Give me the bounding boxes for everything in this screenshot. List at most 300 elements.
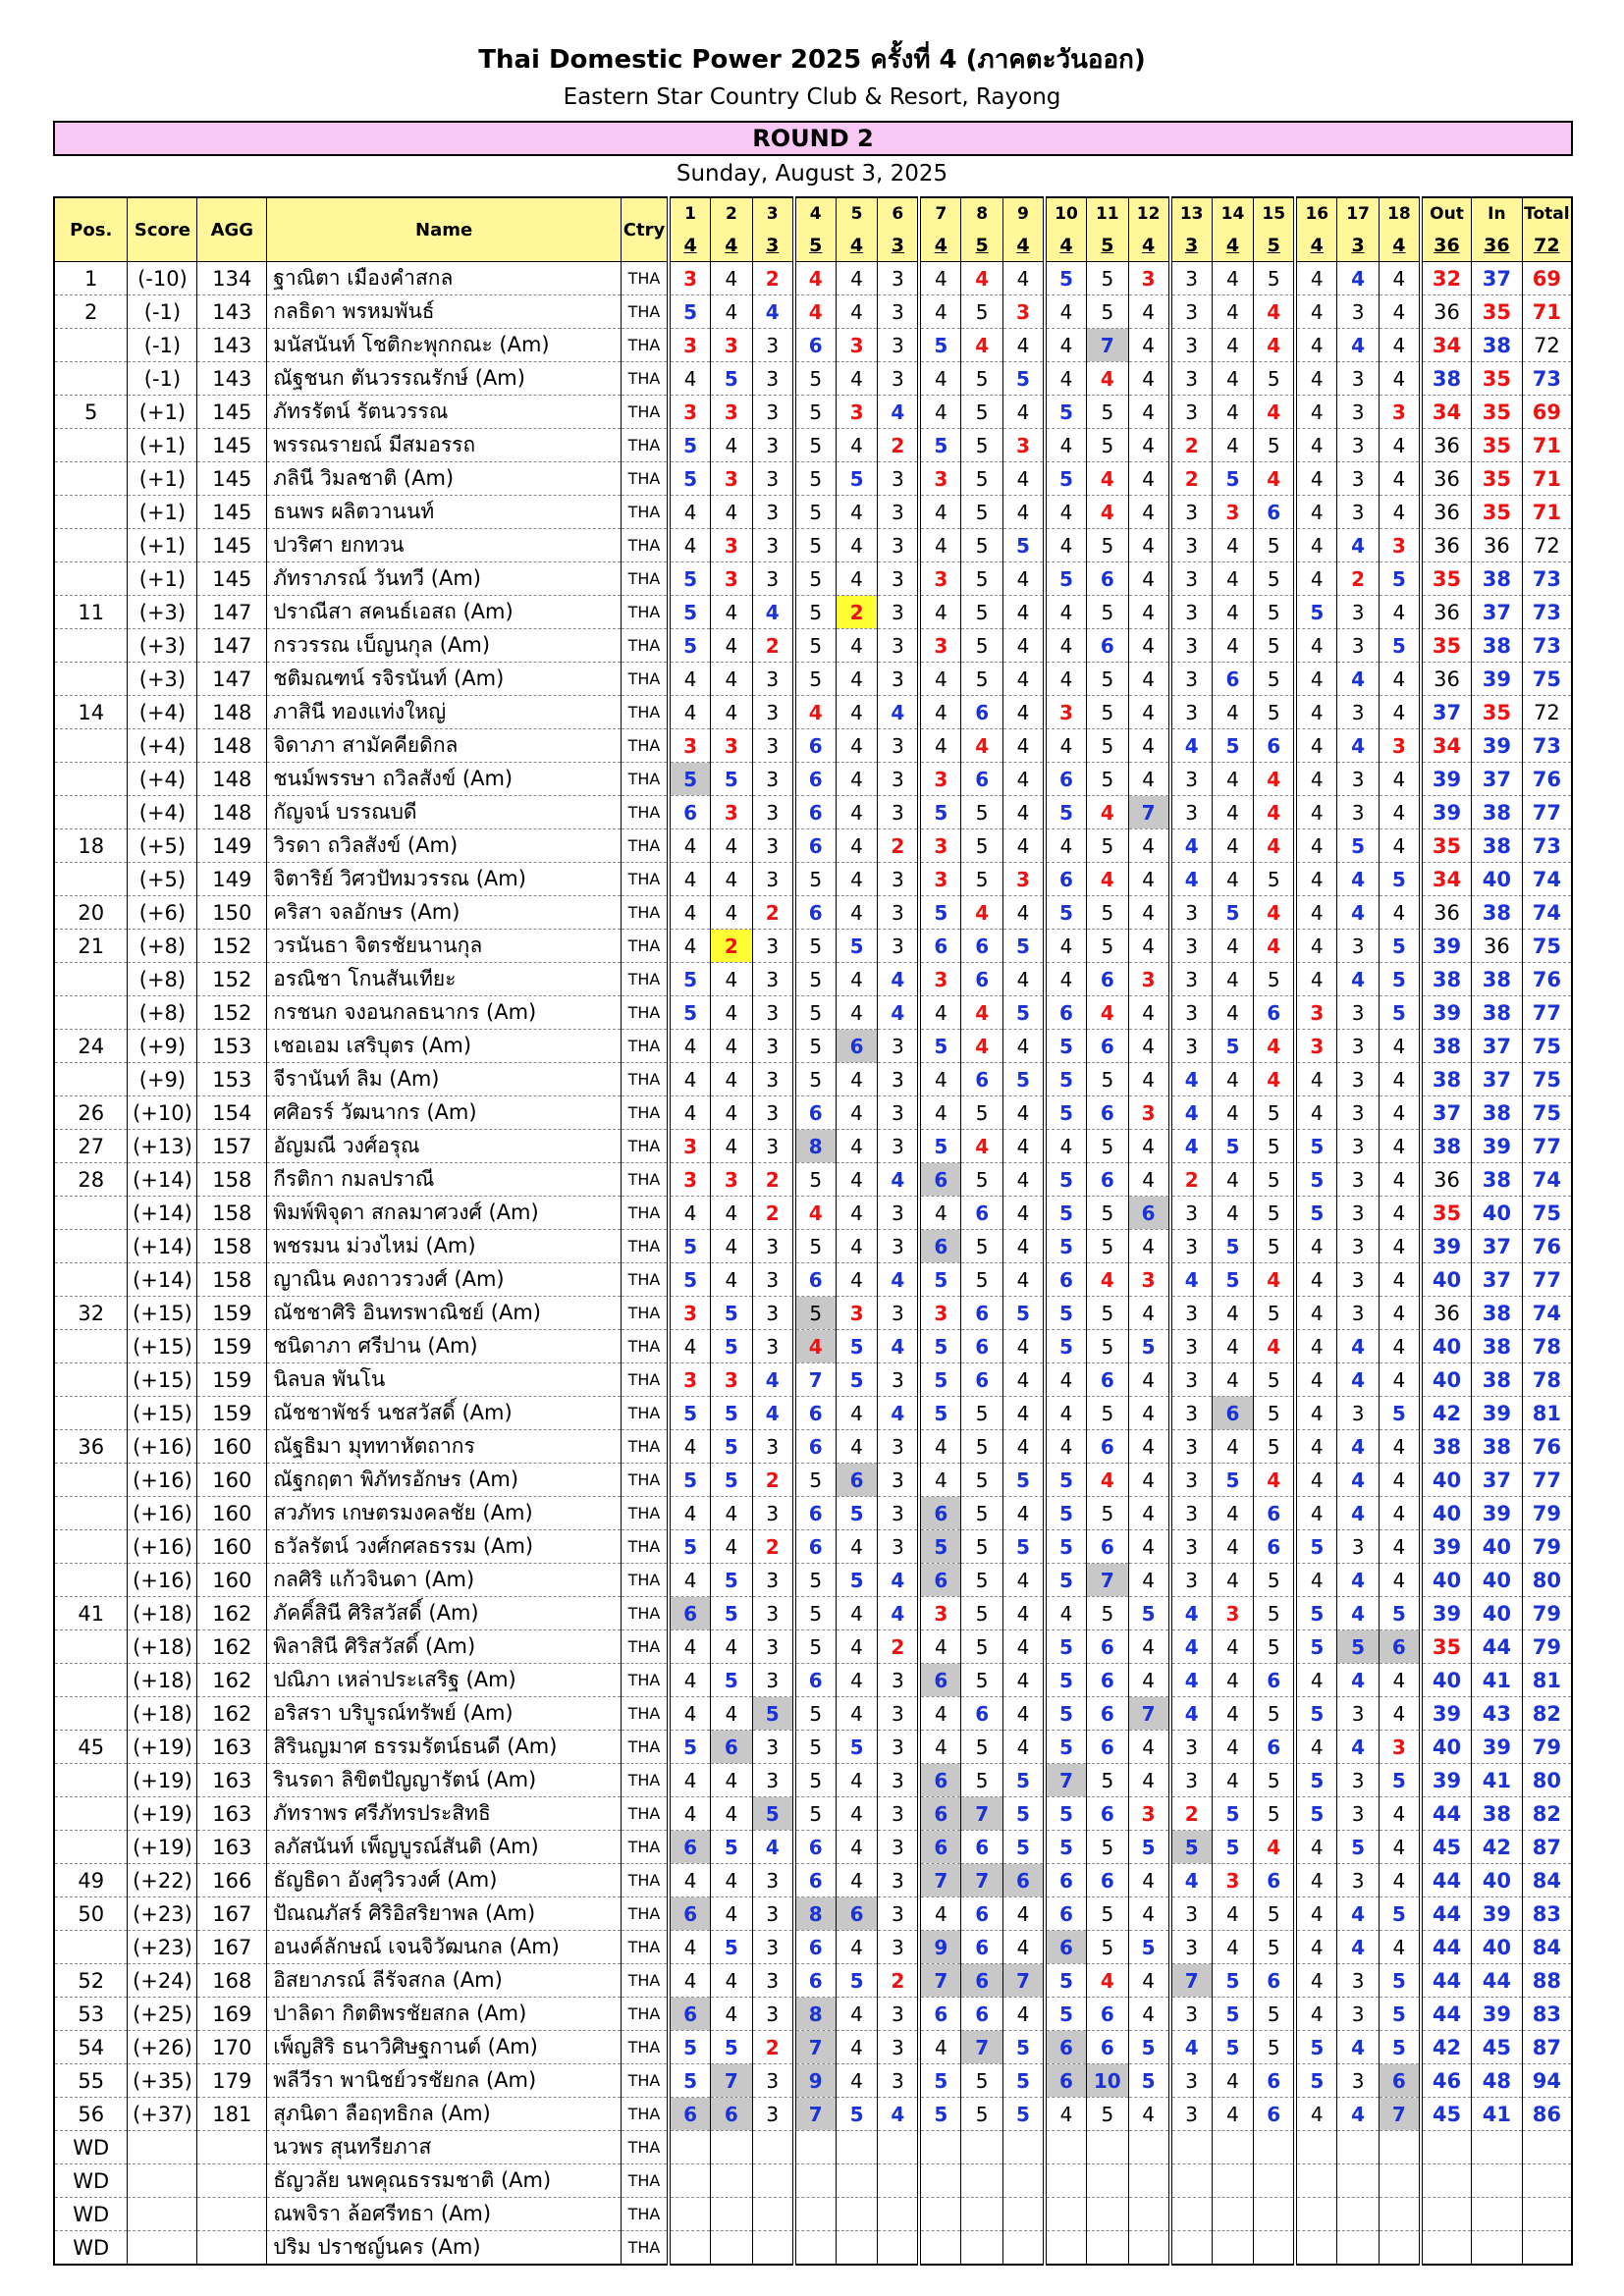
hole-1-score: 4 xyxy=(669,829,711,863)
hole-15-score: 5 xyxy=(1254,1297,1296,1330)
hole-3-score: 3 xyxy=(752,663,794,696)
hole-8-score: 5 xyxy=(961,429,1003,462)
player-row xyxy=(54,1931,1572,1964)
round-total: 73 xyxy=(1522,562,1572,596)
hole-12-score: 4 xyxy=(1128,1230,1170,1263)
hole-12-score: 4 xyxy=(1128,1163,1170,1197)
hole-5-score xyxy=(836,2231,878,2266)
out-total: 35 xyxy=(1421,629,1472,663)
out-total: 36 xyxy=(1421,1163,1472,1197)
hole-11-score: 4 xyxy=(1087,362,1129,396)
hole-4-score: 5 xyxy=(794,1464,837,1497)
hole-2-score: 3 xyxy=(711,1363,753,1397)
hole-5-score: 6 xyxy=(836,1464,878,1497)
hole-17-score: 4 xyxy=(1337,896,1380,930)
hole-16-score: 4 xyxy=(1295,963,1337,996)
hole-2-score: 4 xyxy=(711,1230,753,1263)
hole-7-score: 9 xyxy=(919,1931,961,1964)
out-total: 40 xyxy=(1421,1363,1472,1397)
hole-10-score xyxy=(1045,2231,1087,2266)
score-to-par-cell: (+5) xyxy=(128,863,197,896)
hole-3-score: 3 xyxy=(752,496,794,529)
hole-10-score: 5 xyxy=(1045,1197,1087,1230)
total-header xyxy=(1522,197,1572,262)
hole-15-score: 5 xyxy=(1254,1931,1296,1964)
hole-15-score: 4 xyxy=(1254,1063,1296,1096)
hole-11-score: 5 xyxy=(1087,596,1129,629)
hole-8-score: 5 xyxy=(961,462,1003,496)
hole-15-score: 6 xyxy=(1254,729,1296,763)
player-name: พชรมน ม่วงไหม่ (Am) xyxy=(267,1230,622,1263)
score-to-par-cell: (+8) xyxy=(128,963,197,996)
hole-8-score: 5 xyxy=(961,295,1003,329)
hole-1-score: 4 xyxy=(669,930,711,963)
hole-8-score: 4 xyxy=(961,262,1003,295)
aggregate-cell: 158 xyxy=(197,1230,267,1263)
hole-13-score: 3 xyxy=(1170,796,1213,829)
hole-6-score: 3 xyxy=(878,729,920,763)
hole-14-score: 4 xyxy=(1212,1197,1254,1230)
hole-7-score: 6 xyxy=(919,1497,961,1530)
aggregate-cell xyxy=(197,2198,267,2231)
hole-18-score: 4 xyxy=(1379,1096,1421,1130)
player-row xyxy=(54,1764,1572,1797)
hole-9-score: 4 xyxy=(1002,1564,1045,1597)
hole-1-score: 5 xyxy=(669,1230,711,1263)
hole-12-score: 4 xyxy=(1128,1530,1170,1564)
hole-15-score: 4 xyxy=(1254,930,1296,963)
aggregate-cell xyxy=(197,2231,267,2266)
hole-8-score: 5 xyxy=(961,1163,1003,1197)
score-to-par-cell: (+13) xyxy=(128,1130,197,1163)
hole-5-score: 4 xyxy=(836,696,878,729)
player-row xyxy=(54,1998,1572,2031)
hole-8-score: 5 xyxy=(961,2098,1003,2131)
country-cell: THA xyxy=(621,1363,669,1397)
hole-3-score: 5 xyxy=(752,1697,794,1731)
player-row xyxy=(54,796,1572,829)
hole-5-score: 4 xyxy=(836,295,878,329)
hole-18-score xyxy=(1379,2164,1421,2198)
hole-10-score xyxy=(1045,2198,1087,2231)
hole-6-score: 2 xyxy=(878,429,920,462)
country-cell: THA xyxy=(621,1397,669,1430)
hole-13-score: 2 xyxy=(1170,1163,1213,1197)
hole-9-score: 4 xyxy=(1002,1096,1045,1130)
hole-6-score: 3 xyxy=(878,1063,920,1096)
hole-14-score xyxy=(1212,2198,1254,2231)
col-ctry: Ctry xyxy=(621,197,669,262)
hole-11-score: 5 xyxy=(1087,262,1129,295)
out-total: 36 xyxy=(1421,429,1472,462)
score-to-par-cell: (+9) xyxy=(128,1063,197,1096)
in-total: 45 xyxy=(1472,2031,1523,2064)
country-cell: THA xyxy=(621,1063,669,1096)
hole-9-score: 4 xyxy=(1002,1163,1045,1197)
position-cell xyxy=(54,996,128,1030)
hole-12-score xyxy=(1128,2198,1170,2231)
out-total: 34 xyxy=(1421,329,1472,362)
in-total: 37 xyxy=(1472,1030,1523,1063)
hole-8-score: 4 xyxy=(961,896,1003,930)
hole-5-score: 4 xyxy=(836,262,878,295)
hole-12-score: 3 xyxy=(1128,1797,1170,1831)
player-name: สวภัทร เกษตรมงคลชัย (Am) xyxy=(267,1497,622,1530)
hole-7-score: 5 xyxy=(919,329,961,362)
hole-13-score: 3 xyxy=(1170,1897,1213,1931)
hole-3-score: 3 xyxy=(752,1330,794,1363)
hole-5-score: 5 xyxy=(836,930,878,963)
position-cell xyxy=(54,1263,128,1297)
hole-9-header-par: 4 xyxy=(1016,235,1030,256)
hole-14-score: 4 xyxy=(1212,1731,1254,1764)
hole-3-score: 3 xyxy=(752,1897,794,1931)
hole-16-score: 4 xyxy=(1295,529,1337,562)
hole-11-score: 5 xyxy=(1087,1297,1129,1330)
hole-2-score: 5 xyxy=(711,1664,753,1697)
score-to-par-cell: (+1) xyxy=(128,562,197,596)
hole-6-score: 4 xyxy=(878,396,920,429)
hole-10-score: 5 xyxy=(1045,1096,1087,1130)
round-total: 74 xyxy=(1522,863,1572,896)
player-row xyxy=(54,362,1572,396)
player-row xyxy=(54,996,1572,1030)
position-cell xyxy=(54,796,128,829)
hole-11-score: 5 xyxy=(1087,1597,1129,1630)
hole-13-score: 3 xyxy=(1170,1530,1213,1564)
in-total: 37 xyxy=(1472,763,1523,796)
hole-2-score: 3 xyxy=(711,529,753,562)
hole-17-score: 4 xyxy=(1337,529,1380,562)
round-total: 82 xyxy=(1522,1697,1572,1731)
player-name: นวพร สุนทรียภาส xyxy=(267,2131,622,2164)
hole-12-score: 4 xyxy=(1128,295,1170,329)
hole-16-score: 4 xyxy=(1295,1964,1337,1998)
in-total xyxy=(1472,2131,1523,2164)
hole-8-score: 5 xyxy=(961,1464,1003,1497)
score-rows xyxy=(54,262,1572,2266)
hole-10-score: 5 xyxy=(1045,1697,1087,1731)
hole-1-score: 5 xyxy=(669,996,711,1030)
hole-18-score: 4 xyxy=(1379,1130,1421,1163)
hole-13-score xyxy=(1170,2198,1213,2231)
hole-16-score: 4 xyxy=(1295,1464,1337,1497)
position-cell: 52 xyxy=(54,1964,128,1998)
hole-11-score: 5 xyxy=(1087,1197,1129,1230)
hole-14-score: 4 xyxy=(1212,2064,1254,2098)
out-total: 39 xyxy=(1421,930,1472,963)
out-total: 34 xyxy=(1421,396,1472,429)
hole-7-score xyxy=(919,2164,961,2198)
hole-12-score: 4 xyxy=(1128,863,1170,896)
hole-5-score: 4 xyxy=(836,529,878,562)
round-total xyxy=(1522,2131,1572,2164)
in-total: 41 xyxy=(1472,1664,1523,1697)
round-total xyxy=(1522,2164,1572,2198)
hole-16-header-label: 16 xyxy=(1305,204,1329,224)
score-to-par-cell: (+18) xyxy=(128,1664,197,1697)
country-cell: THA xyxy=(621,696,669,729)
hole-7-score: 4 xyxy=(919,529,961,562)
country-cell: THA xyxy=(621,1197,669,1230)
hole-15-score: 6 xyxy=(1254,996,1296,1030)
hole-4-score: 6 xyxy=(794,1864,837,1897)
hole-13-score: 4 xyxy=(1170,1063,1213,1096)
hole-11-score: 5 xyxy=(1087,696,1129,729)
hole-9-score: 3 xyxy=(1002,429,1045,462)
hole-7-score: 4 xyxy=(919,1697,961,1731)
hole-6-score: 3 xyxy=(878,1998,920,2031)
hole-16-score: 4 xyxy=(1295,1998,1337,2031)
in-total: 39 xyxy=(1472,1897,1523,1931)
hole-4-score: 6 xyxy=(794,1263,837,1297)
hole-2-score xyxy=(711,2198,753,2231)
out-total: 44 xyxy=(1421,1964,1472,1998)
hole-15-score: 5 xyxy=(1254,963,1296,996)
hole-9-score: 5 xyxy=(1002,2064,1045,2098)
position-cell: 24 xyxy=(54,1030,128,1063)
position-cell: 55 xyxy=(54,2064,128,2098)
in-total: 36 xyxy=(1472,529,1523,562)
round-total: 78 xyxy=(1522,1330,1572,1363)
hole-17-score: 3 xyxy=(1337,1998,1380,2031)
player-row xyxy=(54,596,1572,629)
hole-9-score: 4 xyxy=(1002,629,1045,663)
hole-6-score: 3 xyxy=(878,2064,920,2098)
hole-6-score xyxy=(878,2198,920,2231)
hole-17-score: 4 xyxy=(1337,1497,1380,1530)
out-total xyxy=(1421,2231,1472,2266)
player-name: เพ็ญสิริ ธนาวิศิษฐกานต์ (Am) xyxy=(267,2031,622,2064)
out-total: 39 xyxy=(1421,1530,1472,1564)
hole-4-score: 7 xyxy=(794,2098,837,2131)
in-total: 38 xyxy=(1472,1163,1523,1197)
hole-9-score: 5 xyxy=(1002,996,1045,1030)
in-total: 40 xyxy=(1472,1931,1523,1964)
hole-16-score: 4 xyxy=(1295,329,1337,362)
hole-14-score: 4 xyxy=(1212,1163,1254,1197)
hole-17-score: 4 xyxy=(1337,1664,1380,1697)
hole-8-score: 6 xyxy=(961,696,1003,729)
aggregate-cell: 153 xyxy=(197,1030,267,1063)
in-total: 37 xyxy=(1472,262,1523,295)
hole-7-score: 3 xyxy=(919,829,961,863)
player-name: พิมพ์พิจุดา สกลมาศวงศ์ (Am) xyxy=(267,1197,622,1230)
hole-2-score: 2 xyxy=(711,930,753,963)
hole-2-score: 5 xyxy=(711,362,753,396)
in-total: 38 xyxy=(1472,1096,1523,1130)
hole-1-score: 6 xyxy=(669,1897,711,1931)
player-row xyxy=(54,1230,1572,1263)
hole-6-header-label: 6 xyxy=(892,204,904,224)
position-cell: 50 xyxy=(54,1897,128,1931)
country-cell: THA xyxy=(621,1297,669,1330)
hole-9-score: 7 xyxy=(1002,1964,1045,1998)
hole-11-score: 4 xyxy=(1087,796,1129,829)
hole-9-score: 4 xyxy=(1002,829,1045,863)
hole-7-score xyxy=(919,2198,961,2231)
hole-11-score: 5 xyxy=(1087,529,1129,562)
hole-12-score: 4 xyxy=(1128,529,1170,562)
hole-16-score: 4 xyxy=(1295,1831,1337,1864)
aggregate-cell: 152 xyxy=(197,963,267,996)
hole-11-header xyxy=(1087,197,1129,262)
hole-16-score: 4 xyxy=(1295,429,1337,462)
aggregate-cell: 148 xyxy=(197,763,267,796)
hole-18-score: 4 xyxy=(1379,1931,1421,1964)
hole-3-score xyxy=(752,2164,794,2198)
in-total xyxy=(1472,2164,1523,2198)
hole-7-score: 4 xyxy=(919,1197,961,1230)
position-cell: 27 xyxy=(54,1130,128,1163)
hole-2-score: 4 xyxy=(711,829,753,863)
hole-14-score: 4 xyxy=(1212,1363,1254,1397)
hole-17-score: 5 xyxy=(1337,1831,1380,1864)
player-row xyxy=(54,1831,1572,1864)
hole-8-score: 6 xyxy=(961,1063,1003,1096)
country-cell: THA xyxy=(621,2198,669,2231)
col-pos: Pos. xyxy=(54,197,128,262)
tournament-title: Thai Domestic Power 2025 ครั้งที่ 4 (ภาคตะวันออก) xyxy=(478,45,1146,75)
player-row xyxy=(54,2031,1572,2064)
hole-3-score: 3 xyxy=(752,1030,794,1063)
player-row xyxy=(54,1363,1572,1397)
hole-13-score: 3 xyxy=(1170,1197,1213,1230)
in-total: 37 xyxy=(1472,1230,1523,1263)
hole-13-score: 3 xyxy=(1170,1497,1213,1530)
hole-17-score: 4 xyxy=(1337,1564,1380,1597)
out-header xyxy=(1421,197,1472,262)
in-total: 38 xyxy=(1472,896,1523,930)
hole-12-header-par: 4 xyxy=(1141,235,1156,256)
hole-13-score: 3 xyxy=(1170,629,1213,663)
hole-17-score: 3 xyxy=(1337,1263,1380,1297)
round-total: 72 xyxy=(1522,696,1572,729)
round-total: 74 xyxy=(1522,1163,1572,1197)
hole-14-score: 4 xyxy=(1212,863,1254,896)
hole-2-score xyxy=(711,2231,753,2266)
hole-14-score: 5 xyxy=(1212,1464,1254,1497)
position-cell: 56 xyxy=(54,2098,128,2131)
hole-13-header-label: 13 xyxy=(1179,204,1204,224)
hole-12-score: 4 xyxy=(1128,1764,1170,1797)
hole-11-score: 5 xyxy=(1087,295,1129,329)
out-total: 40 xyxy=(1421,1664,1472,1697)
hole-6-header-par: 3 xyxy=(891,235,904,256)
hole-8-score: 5 xyxy=(961,496,1003,529)
country-cell: THA xyxy=(621,930,669,963)
hole-8-score: 5 xyxy=(961,1764,1003,1797)
hole-17-score: 3 xyxy=(1337,1530,1380,1564)
position-cell xyxy=(54,629,128,663)
hole-18-score: 3 xyxy=(1379,396,1421,429)
hole-9-score: 4 xyxy=(1002,562,1045,596)
hole-1-score: 4 xyxy=(669,1964,711,1998)
hole-7-score xyxy=(919,2131,961,2164)
country-cell: THA xyxy=(621,1731,669,1764)
hole-7-score: 3 xyxy=(919,1297,961,1330)
hole-6-score: 4 xyxy=(878,1263,920,1297)
hole-2-score: 5 xyxy=(711,1831,753,1864)
aggregate-cell: 160 xyxy=(197,1497,267,1530)
hole-4-score: 4 xyxy=(794,295,837,329)
hole-4-score: 6 xyxy=(794,796,837,829)
hole-6-score: 4 xyxy=(878,1597,920,1630)
position-cell: 11 xyxy=(54,596,128,629)
hole-5-score: 5 xyxy=(836,2098,878,2131)
hole-1-score: 5 xyxy=(669,763,711,796)
hole-6-score: 3 xyxy=(878,295,920,329)
hole-5-score: 5 xyxy=(836,1564,878,1597)
country-cell: THA xyxy=(621,796,669,829)
hole-18-score: 4 xyxy=(1379,1864,1421,1897)
hole-14-score: 5 xyxy=(1212,1230,1254,1263)
player-row xyxy=(54,696,1572,729)
hole-14-score xyxy=(1212,2131,1254,2164)
hole-6-score xyxy=(878,2131,920,2164)
hole-9-score: 5 xyxy=(1002,1797,1045,1831)
hole-2-score: 4 xyxy=(711,1030,753,1063)
hole-9-score: 4 xyxy=(1002,1330,1045,1363)
hole-13-score: 3 xyxy=(1170,1731,1213,1764)
player-name: ธัญธิดา อังศุวิรวงศ์ (Am) xyxy=(267,1864,622,1897)
hole-17-score: 3 xyxy=(1337,295,1380,329)
hole-11-score: 6 xyxy=(1087,1697,1129,1731)
hole-16-score xyxy=(1295,2231,1337,2266)
hole-3-score: 3 xyxy=(752,1096,794,1130)
hole-17-header xyxy=(1337,197,1380,262)
country-cell: THA xyxy=(621,1664,669,1697)
hole-15-score: 4 xyxy=(1254,763,1296,796)
hole-7-score: 4 xyxy=(919,2031,961,2064)
hole-5-score: 4 xyxy=(836,1397,878,1430)
hole-17-score: 3 xyxy=(1337,1697,1380,1731)
hole-7-score: 4 xyxy=(919,295,961,329)
hole-5-score: 4 xyxy=(836,496,878,529)
hole-5-score: 3 xyxy=(836,1297,878,1330)
hole-13-score: 4 xyxy=(1170,1664,1213,1697)
position-cell xyxy=(54,1230,128,1263)
hole-17-score: 4 xyxy=(1337,1464,1380,1497)
hole-3-score: 2 xyxy=(752,629,794,663)
hole-18-header-par: 4 xyxy=(1392,235,1406,256)
hole-1-score: 4 xyxy=(669,1630,711,1664)
player-name: จิดาภา สามัคคียดิกล xyxy=(267,729,622,763)
hole-8-score: 5 xyxy=(961,1530,1003,1564)
hole-1-score: 4 xyxy=(669,362,711,396)
player-row xyxy=(54,1330,1572,1363)
hole-8-score: 4 xyxy=(961,329,1003,362)
hole-10-score: 5 xyxy=(1045,1564,1087,1597)
hole-18-score: 6 xyxy=(1379,1630,1421,1664)
hole-3-score: 3 xyxy=(752,1230,794,1263)
player-name: พรรณรายณ์ มีสมอรรถ xyxy=(267,429,622,462)
hole-18-score xyxy=(1379,2231,1421,2266)
hole-6-score: 3 xyxy=(878,1230,920,1263)
hole-10-header-label: 10 xyxy=(1055,204,1078,224)
player-name: ภาสินี ทองแท่งใหญ่ xyxy=(267,696,622,729)
hole-17-score: 5 xyxy=(1337,829,1380,863)
hole-5-score: 4 xyxy=(836,562,878,596)
hole-2-score: 3 xyxy=(711,1163,753,1197)
hole-8-score xyxy=(961,2164,1003,2198)
in-total: 36 xyxy=(1472,930,1523,963)
hole-12-score: 4 xyxy=(1128,462,1170,496)
position-cell xyxy=(54,1464,128,1497)
round-total: 71 xyxy=(1522,462,1572,496)
aggregate-cell: 148 xyxy=(197,796,267,829)
player-name: สิรินญมาศ ธรรมรัตน์ธนดี (Am) xyxy=(267,1731,622,1764)
